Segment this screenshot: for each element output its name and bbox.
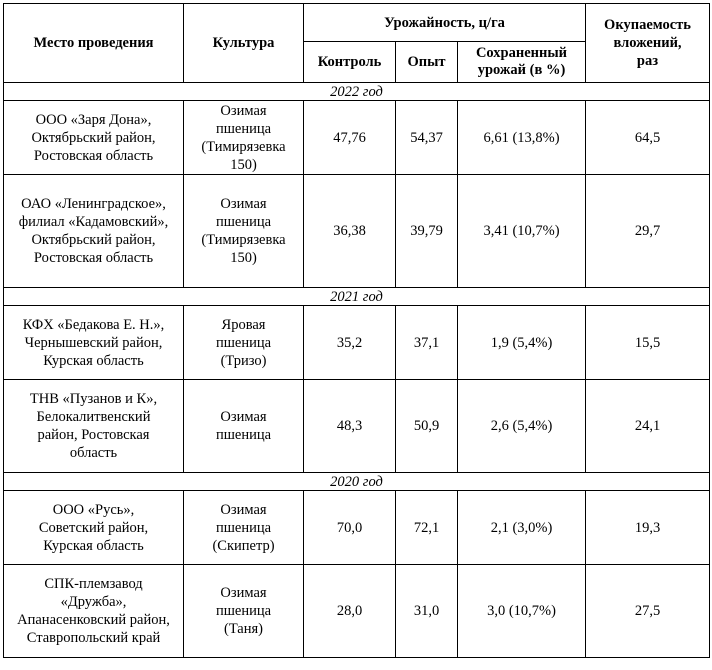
experiment-cell: 37,1 bbox=[396, 306, 458, 380]
place-line: ОАО «Ленинградское», bbox=[21, 196, 166, 212]
place-line: Советский район, bbox=[38, 519, 149, 536]
place-line: ТНВ «Пузанов и К», bbox=[29, 391, 158, 407]
saved-cell: 2,1 (3,0%) bbox=[458, 491, 586, 565]
header-row-top bbox=[4, 4, 710, 42]
crop-line: пшеница bbox=[215, 120, 272, 137]
table-row bbox=[4, 380, 710, 473]
crop-line: 150) bbox=[230, 250, 257, 266]
header-control: Контроль bbox=[304, 42, 396, 83]
saved-cell: 2,6 (5,4%) bbox=[458, 380, 586, 473]
header-payback bbox=[586, 4, 710, 83]
place-line: СПК-племзавод bbox=[44, 576, 143, 592]
place-line: Октябрьский район, bbox=[31, 129, 156, 146]
place-line: ООО «Заря Дона», bbox=[35, 111, 152, 128]
place-cell bbox=[4, 491, 184, 565]
control-cell: 70,0 bbox=[304, 491, 396, 565]
payback-cell: 64,5 bbox=[586, 101, 710, 175]
payback-cell: 29,7 bbox=[586, 175, 710, 288]
saved-cell: 3,41 (10,7%) bbox=[458, 175, 586, 288]
crop-line: пшеница bbox=[215, 427, 272, 443]
place-cell bbox=[4, 565, 184, 658]
crop-cell bbox=[184, 101, 304, 175]
table-row bbox=[4, 491, 710, 565]
crop-line: (Тимирязевка bbox=[201, 232, 286, 248]
header-crop: Культура bbox=[184, 4, 304, 83]
place-line: область bbox=[69, 445, 118, 461]
place-line: район, Ростовская bbox=[37, 427, 150, 443]
place-line: Курская область bbox=[43, 537, 144, 554]
place-cell bbox=[4, 380, 184, 473]
payback-cell: 27,5 bbox=[586, 565, 710, 658]
crop-line: Яровая bbox=[221, 316, 266, 333]
control-cell: 48,3 bbox=[304, 380, 396, 473]
crop-line: пшеница bbox=[215, 334, 272, 351]
place-line: Апанасенковский район, bbox=[17, 612, 170, 628]
year-label: 2021 год bbox=[4, 288, 710, 306]
crop-line: Озимая bbox=[220, 501, 267, 518]
control-cell: 35,2 bbox=[304, 306, 396, 380]
place-line: Курская область bbox=[43, 352, 144, 369]
place-line: «Дружба», bbox=[60, 594, 127, 610]
place-line: Белокалитвенский bbox=[36, 409, 151, 425]
header-yield-group: Урожайность, ц/га bbox=[304, 4, 586, 42]
control-cell: 28,0 bbox=[304, 565, 396, 658]
crop-line: пшеница bbox=[215, 603, 272, 619]
crop-cell bbox=[184, 380, 304, 473]
year-row bbox=[4, 473, 710, 491]
table-row bbox=[4, 101, 710, 175]
year-label: 2022 год bbox=[4, 83, 710, 101]
place-line: Чернышевский район, bbox=[24, 334, 163, 351]
payback-cell: 15,5 bbox=[586, 306, 710, 380]
crop-line: Озимая bbox=[220, 585, 267, 601]
table-row bbox=[4, 565, 710, 658]
saved-cell: 6,61 (13,8%) bbox=[458, 101, 586, 175]
place-cell bbox=[4, 306, 184, 380]
place-cell bbox=[4, 175, 184, 288]
yield-table-container bbox=[3, 3, 710, 658]
year-label: 2020 год bbox=[4, 473, 710, 491]
header-saved: Сохраненный урожай (в %) bbox=[458, 42, 586, 83]
saved-cell: 3,0 (10,7%) bbox=[458, 565, 586, 658]
place-cell bbox=[4, 101, 184, 175]
place-line: ООО «Русь», bbox=[52, 501, 135, 518]
saved-cell: 1,9 (5,4%) bbox=[458, 306, 586, 380]
table-row bbox=[4, 306, 710, 380]
crop-cell bbox=[184, 491, 304, 565]
crop-line: 150) bbox=[230, 156, 257, 173]
control-cell: 36,38 bbox=[304, 175, 396, 288]
place-line: Ставропольский край bbox=[26, 630, 161, 646]
crop-line: (Тризо) bbox=[220, 352, 267, 369]
place-line: Ростовская область bbox=[33, 147, 154, 164]
experiment-cell: 31,0 bbox=[396, 565, 458, 658]
crop-line: (Таня) bbox=[223, 621, 264, 637]
experiment-cell: 50,9 bbox=[396, 380, 458, 473]
header-payback-line: вложений, bbox=[613, 35, 682, 51]
experiment-cell: 39,79 bbox=[396, 175, 458, 288]
experiment-cell: 72,1 bbox=[396, 491, 458, 565]
crop-cell bbox=[184, 175, 304, 288]
place-line: Октябрьский район, bbox=[31, 232, 156, 248]
header-experiment: Опыт bbox=[396, 42, 458, 83]
control-cell: 47,76 bbox=[304, 101, 396, 175]
crop-cell bbox=[184, 306, 304, 380]
crop-line: пшеница bbox=[215, 214, 272, 230]
crop-line: Озимая bbox=[220, 196, 267, 212]
crop-line: Озимая bbox=[220, 102, 267, 119]
crop-line: пшеница bbox=[215, 519, 272, 536]
header-payback-line: раз bbox=[636, 53, 659, 69]
crop-line: (Тимирязевка bbox=[201, 138, 286, 155]
crop-cell bbox=[184, 565, 304, 658]
header-payback-line: Окупаемость bbox=[604, 17, 691, 33]
place-line: Ростовская область bbox=[33, 250, 154, 266]
table-row bbox=[4, 175, 710, 288]
crop-line: Озимая bbox=[220, 409, 267, 425]
year-row bbox=[4, 83, 710, 101]
header-place: Место проведения bbox=[4, 4, 184, 83]
place-line: филиал «Кадамовский», bbox=[18, 214, 169, 230]
yield-table bbox=[3, 3, 710, 658]
payback-cell: 19,3 bbox=[586, 491, 710, 565]
payback-cell: 24,1 bbox=[586, 380, 710, 473]
experiment-cell: 54,37 bbox=[396, 101, 458, 175]
crop-line: (Скипетр) bbox=[212, 537, 275, 554]
year-row bbox=[4, 288, 710, 306]
place-line: КФХ «Бедакова Е. Н.», bbox=[22, 316, 165, 333]
